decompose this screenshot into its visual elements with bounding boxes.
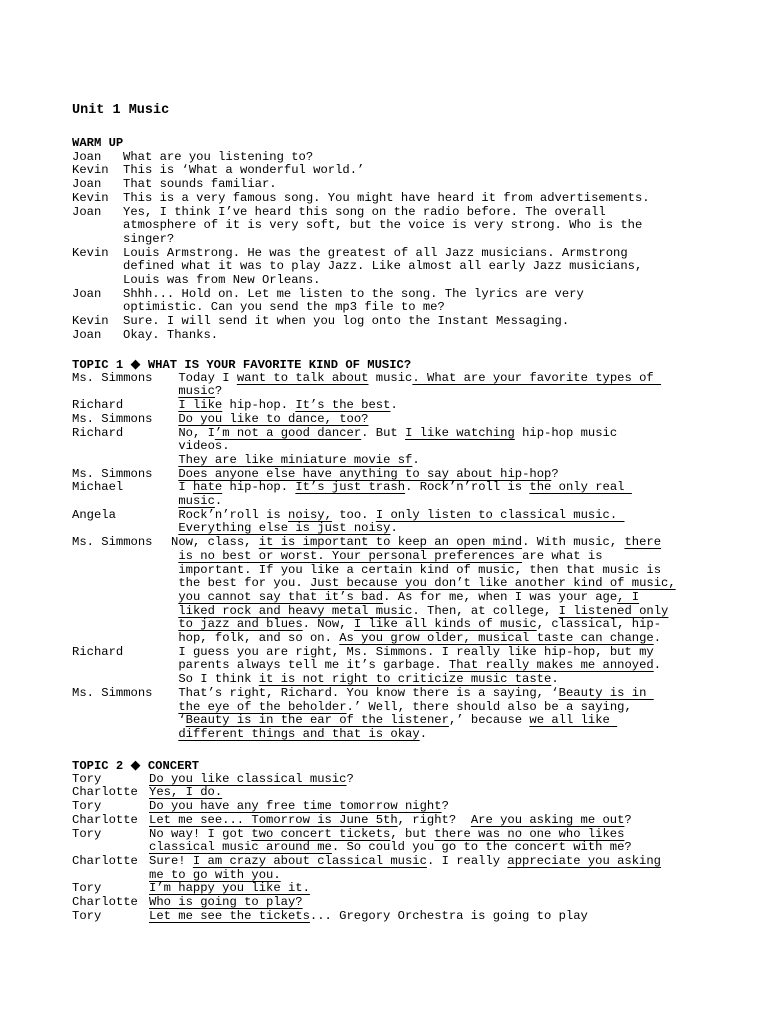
speech-line: This is ‘What a wonderful world.’: [123, 163, 365, 178]
topic2-title: CONCERT: [147, 759, 200, 773]
text-segment: ... Gregory Orchestra is going to play: [309, 908, 588, 923]
underlined-phrase: the eye of the beholder: [178, 699, 347, 714]
speech-line: Louis was from New Orleans.: [123, 273, 321, 288]
underlined-phrase: I like all kinds of music: [353, 617, 537, 632]
dialogue-line: [72, 814, 728, 828]
speech-line: [171, 591, 728, 605]
speaker-name: Ms. Simmons: [72, 685, 153, 700]
speaker-name: Ms. Simmons: [72, 370, 153, 385]
text-segment: music: [368, 370, 413, 385]
text-segment: ?: [551, 466, 559, 481]
underlined-phrase: Do you have any free time tomorrow night: [149, 799, 442, 814]
underlined-phrase: Let me see the tickets: [149, 908, 310, 923]
speaker-name: Charlotte: [72, 853, 138, 868]
dialogue-line: [72, 536, 728, 646]
text-segment: .: [390, 521, 398, 536]
speech-text: [149, 786, 728, 800]
warm-up-section: [72, 137, 728, 343]
speech-text: [171, 427, 728, 468]
underlined-phrase: I like watching: [405, 425, 515, 440]
text-segment: , right?: [397, 812, 471, 827]
text-segment: .: [551, 672, 559, 687]
text-segment: ‘: [171, 713, 186, 728]
speech-line: singer?: [123, 231, 175, 246]
speaker-name: Richard: [72, 425, 124, 440]
speech-line: This is a very famous song. You might have heard it from advertisements.: [123, 190, 650, 205]
underlined-phrase: As you grow older, musical taste can change: [339, 631, 654, 646]
underlined-phrase: it is not right to criticize music taste: [258, 672, 552, 687]
dialogue-line: [72, 151, 728, 165]
underlined-phrase: Just because you don’t like another kind of music,: [309, 576, 676, 591]
speech-text: [149, 828, 728, 855]
speech-line: [149, 882, 728, 896]
underlined-phrase: Do you like classical music: [149, 771, 347, 786]
text-segment: . So could you go to the concert with me?: [331, 840, 632, 855]
speech-line: [171, 714, 728, 728]
speech-line: defined what it was to play Jazz. Like almost all early Jazz musicians,: [123, 259, 643, 274]
speech-line: [171, 468, 728, 482]
speech-text: [171, 468, 728, 482]
text-segment: I guess you are right, Ms. Simmons. I really like hip-hop, but my: [171, 644, 654, 659]
speech-text: [171, 481, 728, 508]
text-segment: .: [419, 726, 428, 741]
text-segment: .: [390, 398, 398, 413]
warm-up-heading: WARM UP: [72, 136, 124, 150]
underlined-phrase: Yes, I do.: [149, 785, 223, 800]
speech-text: [149, 896, 728, 910]
text-segment: . As for me, when I was your age: [383, 589, 618, 604]
speech-text: [123, 178, 728, 192]
speech-line: [171, 399, 728, 413]
text-segment: ?: [624, 812, 632, 827]
underlined-phrase: Are you asking me out: [470, 812, 625, 827]
dialogue-line: [72, 427, 728, 468]
speaker-name: Kevin: [72, 163, 109, 178]
speaker-name: Ms. Simmons: [72, 411, 153, 426]
speech-line: [171, 509, 728, 523]
topic2-section: [72, 759, 728, 923]
underlined-phrase: Beauty is in the ear of the listener: [185, 713, 449, 728]
text-segment: .: [653, 658, 662, 673]
text-segment: Sure!: [149, 853, 193, 868]
dialogue-line: [72, 646, 728, 687]
text-segment: That’s right, Richard. You know there is a saying, ‘: [171, 685, 559, 700]
speech-text: [149, 814, 728, 828]
text-segment: Rock’n’roll is: [171, 507, 289, 522]
speaker-name: Charlotte: [72, 812, 138, 827]
dialogue-line: [72, 896, 728, 910]
speech-line: [171, 564, 728, 578]
underlined-phrase: ’m not a good dancer: [214, 425, 362, 440]
underlined-phrase: hate: [192, 480, 223, 495]
dialogue-line: [72, 178, 728, 192]
topic2-dialogue: [72, 773, 728, 924]
text-segment: hip-hop music: [514, 425, 618, 440]
underlined-phrase: appreciate you asking: [507, 853, 661, 868]
speech-text: [171, 399, 728, 413]
speech-text: [171, 413, 728, 427]
speech-line: [149, 828, 728, 842]
speaker-name: Richard: [72, 644, 124, 659]
speech-line: Yes, I think I’ve heard this song on the radio before. The overall: [123, 204, 606, 219]
speech-line: [171, 605, 728, 619]
speech-line: Louis Armstrong. He was the greatest of all Jazz musicians. Armstrong: [123, 245, 628, 260]
speaker-name: Joan: [72, 177, 102, 192]
underlined-phrase: music: [178, 384, 215, 399]
text-segment: I: [171, 480, 193, 495]
speaker-name: Charlotte: [72, 895, 138, 910]
speaker-name: Joan: [72, 204, 102, 219]
dialogue-line: [72, 773, 728, 787]
underlined-phrase: , I: [617, 589, 640, 604]
speech-line: [171, 385, 728, 399]
speech-text: [123, 329, 728, 343]
underlined-phrase: It’s just trash: [295, 480, 406, 495]
speech-line: [171, 372, 728, 386]
underlined-phrase: Do you like to dance, too?: [178, 411, 369, 426]
underlined-phrase: it is important to keep an open mind: [258, 535, 523, 550]
dialogue-line: [72, 288, 728, 315]
dialogue-line: [72, 329, 728, 343]
underlined-phrase: me to go with you.: [149, 867, 281, 882]
speaker-name: Kevin: [72, 314, 109, 329]
dialogue-line: [72, 882, 728, 896]
speech-text: [123, 164, 728, 178]
speech-line: [171, 728, 728, 742]
dialogue-line: [72, 509, 728, 536]
speech-text: [171, 646, 728, 687]
underlined-phrase: I like: [178, 398, 223, 413]
underlined-phrase: June 5th: [339, 812, 398, 827]
speech-line: [149, 800, 728, 814]
text-segment: .: [412, 452, 420, 467]
speaker-name: Joan: [72, 286, 102, 301]
text-segment: So I think: [171, 672, 259, 687]
underlined-phrase: Beauty is in: [558, 685, 654, 700]
dialogue-line: [72, 481, 728, 508]
speech-text: [171, 509, 728, 536]
underlined-phrase: I only listen to classical music.: [375, 507, 625, 522]
text-segment: . Then, at college,: [412, 603, 559, 618]
text-segment: too.: [331, 507, 376, 522]
speech-line: [171, 413, 728, 427]
underlined-phrase: That really makes me annoyed: [448, 658, 654, 673]
underlined-phrase: Who is going to play?: [149, 895, 303, 910]
text-segment: hop, folk, and so on.: [171, 631, 340, 646]
speech-line: [171, 481, 728, 495]
underlined-phrase: there was no one who likes: [434, 826, 625, 841]
text-segment: No, I: [171, 425, 215, 440]
speech-line: [149, 869, 728, 883]
text-segment: ?: [346, 771, 354, 786]
underlined-phrase: want to talk about: [236, 370, 369, 385]
speech-line: [149, 910, 728, 924]
speech-line: [149, 814, 728, 828]
speech-line: [171, 632, 728, 646]
underlined-phrase: the only real: [529, 480, 632, 495]
underlined-phrase: two concert tickets: [251, 826, 391, 841]
text-segment: No way! I got: [149, 826, 252, 841]
speech-text: [123, 206, 728, 247]
underlined-phrase: They are like miniature movie sf: [178, 452, 413, 467]
underlined-phrase: Does anyone else have anything to say about hip-hop: [178, 466, 552, 481]
dialogue-line: [72, 786, 728, 800]
underlined-phrase: Let me see... Tomorrow is: [149, 812, 340, 827]
underlined-phrase: you cannot say that it’s bad: [178, 589, 384, 604]
speech-line: optimistic. Can you send the mp3 file to me?: [123, 300, 445, 315]
text-segment: important. If you like a certain kind of music, then that music is: [171, 562, 662, 577]
underlined-phrase: noisy,: [288, 507, 332, 522]
text-segment: , classical, hip-: [536, 617, 662, 632]
speaker-name: Tory: [72, 908, 102, 923]
speaker-name: Ms. Simmons: [72, 466, 153, 481]
speech-line: [149, 773, 728, 787]
speech-line: [149, 855, 728, 869]
text-segment: ?: [441, 799, 449, 814]
speech-line: What are you listening to?: [123, 149, 314, 164]
text-segment: are what is: [522, 548, 603, 563]
underlined-phrase: music: [178, 494, 215, 509]
speaker-name: Tory: [72, 771, 102, 786]
speech-line: atmosphere of it is very soft, but the voice is very strong. Who is the: [123, 218, 643, 233]
speech-line: [171, 659, 728, 673]
speech-line: [171, 618, 728, 632]
text-segment: . With music,: [522, 535, 625, 550]
topic2-label: TOPIC 2: [72, 759, 124, 773]
speech-line: Okay. Thanks.: [123, 327, 219, 342]
underlined-phrase: we all like: [529, 713, 618, 728]
speech-line: [171, 522, 728, 536]
topic1-heading: [72, 358, 728, 372]
underlined-phrase: I am crazy about classical music: [192, 853, 427, 868]
speech-text: [149, 800, 728, 814]
dialogue-line: [72, 315, 728, 329]
underlined-phrase: liked rock and heavy metal music: [178, 603, 413, 618]
text-segment: . Now,: [302, 617, 354, 632]
text-segment: . I really: [426, 853, 508, 868]
speech-line: [149, 786, 728, 800]
text-segment: Now, class,: [171, 535, 259, 550]
text-segment: , but: [390, 826, 435, 841]
speech-text: [171, 687, 728, 742]
speech-line: [171, 495, 728, 509]
speech-text: [123, 315, 728, 329]
speech-line: [171, 646, 728, 660]
speech-text: [171, 536, 728, 646]
text-segment: hip-hop.: [222, 398, 296, 413]
underlined-phrase: there: [624, 535, 662, 550]
speech-line: [171, 454, 728, 468]
speech-line: [171, 673, 728, 687]
underlined-phrase: I’m happy you like it.: [149, 881, 310, 896]
speech-line: [171, 701, 728, 715]
speech-line: Sure. I will send it when you log onto the Instant Messaging.: [123, 314, 570, 329]
speech-line: [171, 550, 728, 564]
speech-line: [171, 536, 728, 550]
speaker-name: Richard: [72, 398, 124, 413]
underlined-phrase: . What are your favorite types of: [412, 370, 662, 385]
warm-up-dialogue: [72, 151, 728, 343]
speech-text: [123, 247, 728, 288]
dialogue-line: [72, 855, 728, 882]
speech-line: [171, 687, 728, 701]
speech-line: Shhh... Hold on. Let me listen to the song. The lyrics are very: [123, 286, 584, 301]
underlined-phrase: different things and that is okay: [178, 726, 420, 741]
text-segment: parents always tell me it’s garbage.: [171, 658, 449, 673]
speech-line: [149, 841, 728, 855]
speech-text: [149, 773, 728, 787]
speech-line: [171, 440, 728, 454]
text-segment: . Rock’n’roll is: [405, 480, 530, 495]
topic1-title: WHAT IS YOUR FAVORITE KIND OF MUSIC?: [147, 358, 412, 372]
speech-text: [123, 288, 728, 315]
text-segment: .’ Well, there should also be a saying,: [346, 699, 632, 714]
speaker-name: Angela: [72, 507, 116, 522]
speech-line: [171, 577, 728, 591]
underlined-phrase: Everything else is just noisy: [178, 521, 391, 536]
speaker-name: Kevin: [72, 190, 109, 205]
speaker-name: Tory: [72, 881, 102, 896]
speaker-name: Ms. Simmons: [72, 535, 153, 550]
dialogue-line: [72, 687, 728, 742]
underlined-phrase: I listened only: [558, 603, 669, 618]
text-segment: ?: [214, 384, 223, 399]
topic1-label: TOPIC 1: [72, 358, 124, 372]
text-segment: hip-hop.: [222, 480, 296, 495]
diamond-bullet-icon: ◆: [130, 357, 141, 372]
unit-title: Unit 1 Music: [72, 103, 170, 118]
speaker-name: Tory: [72, 799, 102, 814]
text-segment: Today I: [171, 370, 237, 385]
text-segment: the best for you.: [171, 576, 310, 591]
text-segment: .: [214, 494, 223, 509]
topic2-heading: [72, 759, 728, 773]
diamond-bullet-icon: ◆: [130, 758, 141, 773]
underlined-phrase: It’s the best: [295, 398, 391, 413]
topic1-section: [72, 358, 728, 742]
dialogue-line: [72, 164, 728, 178]
underlined-phrase: to jazz and blues: [178, 617, 303, 632]
speaker-name: Joan: [72, 327, 102, 342]
speech-text: [149, 882, 728, 896]
text-segment: . But: [361, 425, 406, 440]
dialogue-line: [72, 828, 728, 855]
dialogue-line: [72, 413, 728, 427]
speaker-name: Tory: [72, 826, 102, 841]
dialogue-line: [72, 372, 728, 399]
dialogue-line: [72, 399, 728, 413]
dialogue-line: [72, 910, 728, 924]
speech-text: [123, 192, 728, 206]
text-segment: ,’ because: [448, 713, 530, 728]
speaker-name: Michael: [72, 480, 124, 495]
dialogue-line: [72, 468, 728, 482]
speech-text: [123, 151, 728, 165]
speaker-name: Charlotte: [72, 785, 138, 800]
speech-text: [171, 372, 728, 399]
text-segment: videos.: [171, 439, 230, 454]
speech-text: [149, 855, 728, 882]
speaker-name: Kevin: [72, 245, 109, 260]
underlined-phrase: is no best or worst. Your personal preferences: [178, 548, 523, 563]
text-segment: .: [653, 631, 662, 646]
dialogue-line: [72, 206, 728, 247]
dialogue-line: [72, 800, 728, 814]
speech-line: [149, 896, 728, 910]
speaker-name: Joan: [72, 149, 102, 164]
dialogue-line: [72, 192, 728, 206]
dialogue-line: [72, 247, 728, 288]
speech-line: That sounds familiar.: [123, 177, 277, 192]
speech-line: [171, 427, 728, 441]
underlined-phrase: classical music around me: [149, 840, 332, 855]
speech-text: [149, 910, 728, 924]
topic1-dialogue: [72, 372, 728, 742]
